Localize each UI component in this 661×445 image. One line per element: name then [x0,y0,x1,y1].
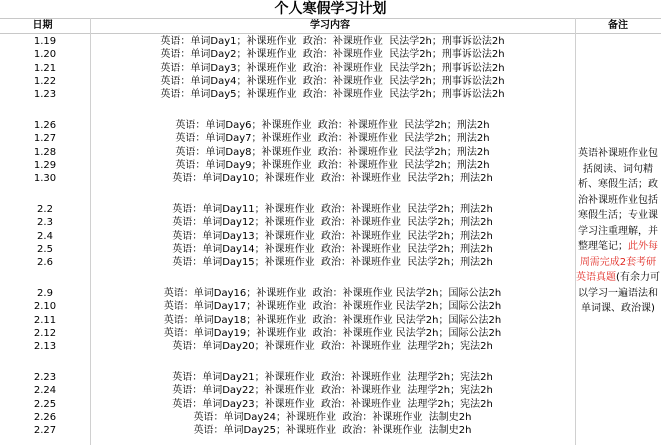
row-content: 英语：单词Day17；补课班作业 政治：补课班作业 民法学2h；国际公法2h [163,301,502,313]
row-content: 英语：单词Day2；补课班作业 政治：补课班作业 民法学2h；刑事诉讼法2h [160,49,505,61]
table-row [0,243,575,256]
row-date: 1.19 [33,36,57,47]
row-content: 英语：单词Day6；补课班作业 政治：补课班作业 民法学2h；刑法2h [175,120,490,131]
row-date: 2.9 [37,288,53,299]
table-row [0,119,575,132]
row-content: 英语：单词Day20；补课班作业 政治：补课班作业 法理学2h；宪法2h [172,341,493,353]
row-date: 2.13 [33,341,57,353]
row-content: 英语：单词Day22；补课班作业 政治：补课班作业 法理学2h；宪法2h [172,385,493,397]
row-content: 英语：单词Day21；补课班作业 政治：补课班作业 法理学2h；宪法2h [172,372,493,383]
table-row [0,256,575,269]
row-content: 英语：单词Day12；补课班作业 政治：补课班作业 民法学2h；刑法2h [172,217,493,229]
note-highlight: 此外每周需完成2套考研英语真题 [576,241,658,283]
table-row [0,300,575,313]
row-date: 2.3 [37,217,53,229]
row-date: 1.21 [33,62,57,74]
row-content: 英语：单词Day19；补课班作业 政治：补课班作业 民法学2h；国际公法2h [163,327,502,339]
row-content: 英语：单词Day1；补课班作业 政治：补课班作业 民法学2h；刑事诉讼法2h [160,36,505,47]
row-content: 英语：单词Day10；补课班作业 政治：补课班作业 民法学2h；刑法2h [172,173,493,185]
row-content: 英语：单词Day3；补课班作业 政治：补课班作业 民法学2h；刑事诉讼法2h [160,62,505,74]
table-row [0,340,575,353]
table-row [0,411,575,424]
table-row [0,371,575,384]
table-row [0,216,575,229]
table-row [0,88,575,101]
note-cell [576,146,660,317]
table-row [0,62,575,75]
row-content: 英语：单词Day4；补课班作业 政治：补课班作业 民法学2h；刑事诉讼法2h [160,75,505,87]
row-date: 1.30 [33,173,57,185]
row-date: 2.27 [33,425,57,437]
row-content: 英语：单词Day11；补课班作业 政治：补课班作业 民法学2h；刑法2h [172,204,493,215]
table-row [0,384,575,397]
row-content: 英语：单词Day15；补课班作业 政治：补课班作业 民法学2h；刑法2h [172,257,493,269]
row-content: 英语：单词Day9；补课班作业 政治：补课班作业 民法学2h；刑法2h [175,159,490,171]
table-row [0,75,575,88]
row-content: 英语：单词Day16；补课班作业 政治：补课班作业 民法学2h；国际公法2h [163,288,502,299]
row-content: 英语：单词Day5；补课班作业 政治：补课班作业 民法学2h；刑事诉讼法2h [160,89,505,101]
header-note: 备注 [608,20,628,31]
table-row [0,159,575,172]
row-content: 英语：单词Day25；补课班作业 政治：补课班作业 法制史2h [193,425,472,437]
row-date: 1.28 [33,146,57,158]
row-date: 1.22 [33,75,57,87]
row-date: 2.2 [37,204,53,215]
header-row [0,18,661,34]
row-date: 2.25 [33,398,57,410]
row-content: 英语：单词Day18；补课班作业 政治：补课班作业 民法学2h；国际公法2h [163,314,502,326]
row-date: 1.23 [33,89,57,101]
table-row [0,287,575,300]
row-content: 英语：单词Day13；补课班作业 政治：补课班作业 民法学2h；刑法2h [172,230,493,242]
row-date: 2.24 [33,385,57,397]
row-date: 2.4 [37,230,53,242]
table-row [0,230,575,243]
row-content: 英语：单词Day14；补课班作业 政治：补课班作业 民法学2h；刑法2h [172,243,493,255]
row-content: 英语：单词Day23；补课班作业 政治：补课班作业 法理学2h；宪法2h [172,398,493,410]
table-row [0,35,575,48]
table-row [0,314,575,327]
table-row [0,132,575,145]
table-row [0,398,575,411]
row-content: 英语：单词Day7；补课班作业 政治：补课班作业 民法学2h；刑法2h [175,133,490,145]
row-date: 1.26 [33,120,57,131]
row-date: 2.5 [37,243,53,255]
table-row [0,327,575,340]
header-content: 学习内容 [310,20,350,31]
table-row [0,48,575,61]
note-text-extra: (有余力可以学习一遍语法和单词课、政治课) [578,272,660,314]
row-content: 英语：单词Day8；补课班作业 政治：补课班作业 民法学2h；刑法2h [175,146,490,158]
row-date: 1.27 [33,133,57,145]
row-date: 2.23 [33,372,57,383]
row-date: 2.26 [33,411,57,423]
table-row [0,203,575,216]
table-row [0,146,575,159]
row-date: 2.11 [33,314,57,326]
table-row [0,172,575,185]
row-date: 2.10 [33,301,57,313]
table-row [0,424,575,437]
sheet-title: 个人寒假学习计划 [274,1,387,17]
note-text: 英语补课班作业包括阅读、词句精析、寒假生活；政治补课班作业包括寒假生活；专业课学习注重理解，并整理笔记； [578,148,658,252]
header-date: 日期 [32,20,53,31]
row-date: 2.6 [37,257,53,269]
row-content: 英语：单词Day24；补课班作业 政治：补课班作业 法制史2h [193,411,472,423]
row-date: 1.29 [33,159,57,171]
row-date: 2.12 [33,327,57,339]
row-date: 1.20 [33,49,57,61]
